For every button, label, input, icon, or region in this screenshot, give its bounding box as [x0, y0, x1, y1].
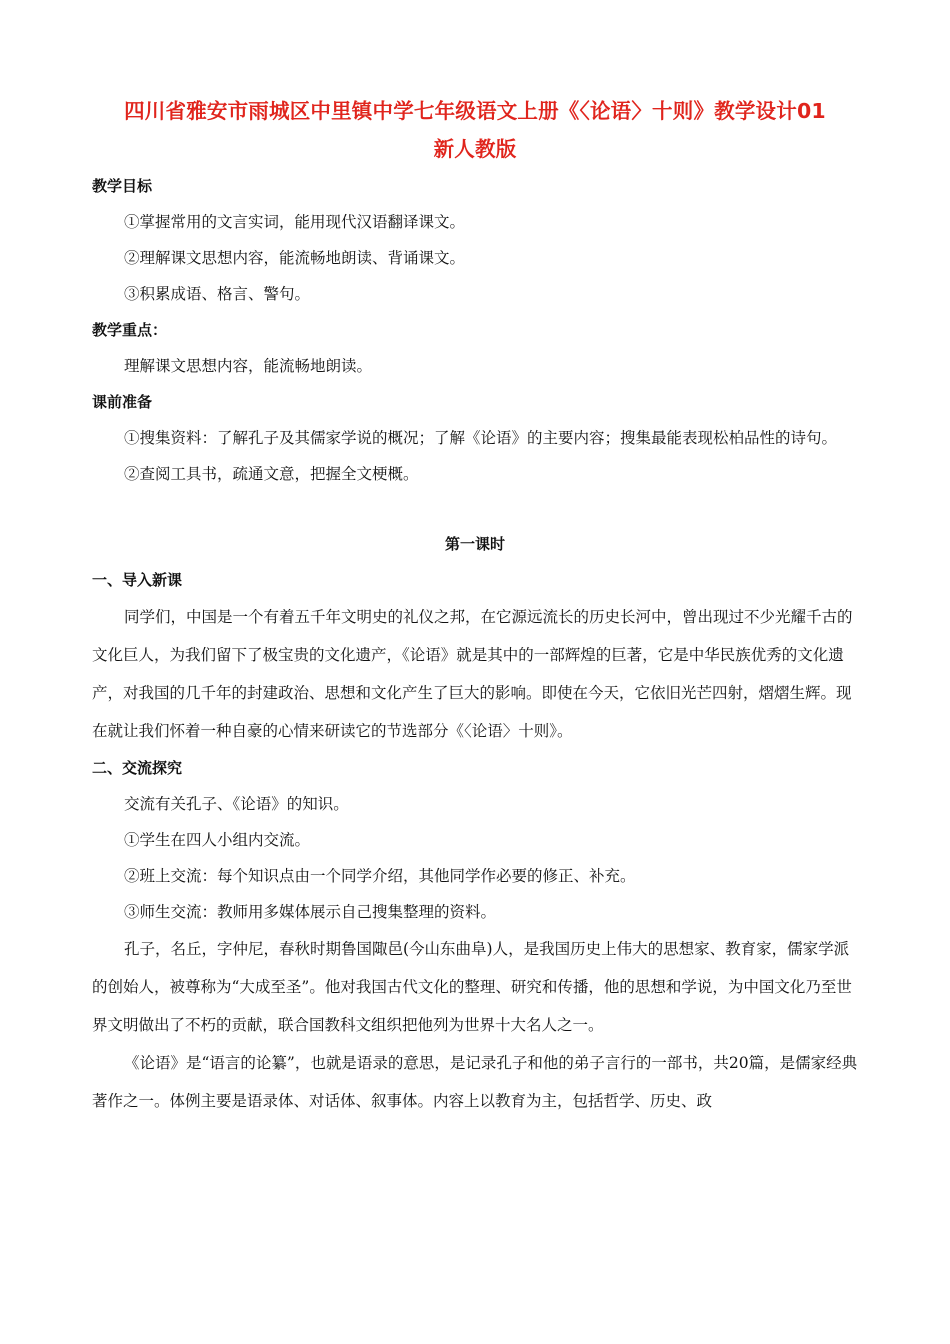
lesson-title: 第一课时	[444, 535, 505, 553]
lunyu-paragraph: 《论语》是“语言的论纂”，也就是语录的意思，是记录孔子和他的弟子言行的一部书，共20篇，是儒家经典著作之一。体例主要是语录体、对话体、叙事体。内容上以教育为主，包括哲学、历史、政	[92, 1054, 858, 1110]
focus-text: 理解课文思想内容，能流畅地朗读。	[124, 357, 373, 375]
intro-paragraph: 同学们，中国是一个有着五千年文明史的礼仪之邦，在它源远流长的历史长河中，曾出现过不少光耀千古的文化巨人，为我们留下了极宝贵的文化遗产，《论语》就是其中的一部辉煌的巨著，它是中华民族优秀的文化遗产，对我国的几千年的封建政治、思想和文化产生了巨大的影响。即使在今天，它依旧光芒四射，熠熠生辉。现在就让我们怀着一种自豪的心情来研读它的节选部分《〈论语〉十则》。	[92, 608, 853, 740]
goal-item: ③积累成语、格言、警句。	[124, 285, 311, 303]
document-page	[92, 92, 858, 1120]
focus-heading: 教学重点：	[92, 321, 168, 339]
exchange-lead: 交流有关孔子、《论语》的知识。	[124, 795, 349, 813]
exchange-heading: 二、交流探究	[92, 759, 183, 777]
intro-heading: 一、导入新课	[92, 571, 183, 589]
goal-item: ②理解课文思想内容，能流畅地朗读、背诵课文。	[124, 249, 466, 267]
confucius-paragraph: 孔子，名丘，字仲尼，春秋时期鲁国陬邑(今山东曲阜)人，是我国历史上伟大的思想家、教育家，儒家学派的创始人，被尊称为“大成至圣”。他对我国古代文化的整理、研究和传播，他的思想和学说，为中国文化乃至世界文明做出了不朽的贡献，联合国教科文组织把他列为世界十大名人之一。	[92, 940, 852, 1034]
prep-heading: 课前准备	[92, 393, 153, 411]
exchange-item: ②班上交流：每个知识点由一个同学介绍，其他同学作必要的修正、补充。	[124, 867, 636, 885]
prep-item: ①搜集资料：了解孔子及其儒家学说的概况；了解《论语》的主要内容；搜集最能表现松柏品性的诗句。	[124, 429, 838, 447]
goals-heading: 教学目标	[92, 177, 153, 195]
goal-item: ①掌握常用的文言实词，能用现代汉语翻译课文。	[124, 213, 466, 231]
prep-item: ②查阅工具书，疏通文意，把握全文梗概。	[124, 465, 419, 483]
document-title-line-2: 新人教版	[433, 137, 517, 161]
exchange-item: ①学生在四人小组内交流。	[124, 831, 311, 849]
exchange-item: ③师生交流：教师用多媒体展示自己搜集整理的资料。	[124, 903, 497, 921]
document-title-line-1: 四川省雅安市雨城区中里镇中学七年级语文上册《〈论语〉十则》教学设计01	[124, 99, 826, 123]
